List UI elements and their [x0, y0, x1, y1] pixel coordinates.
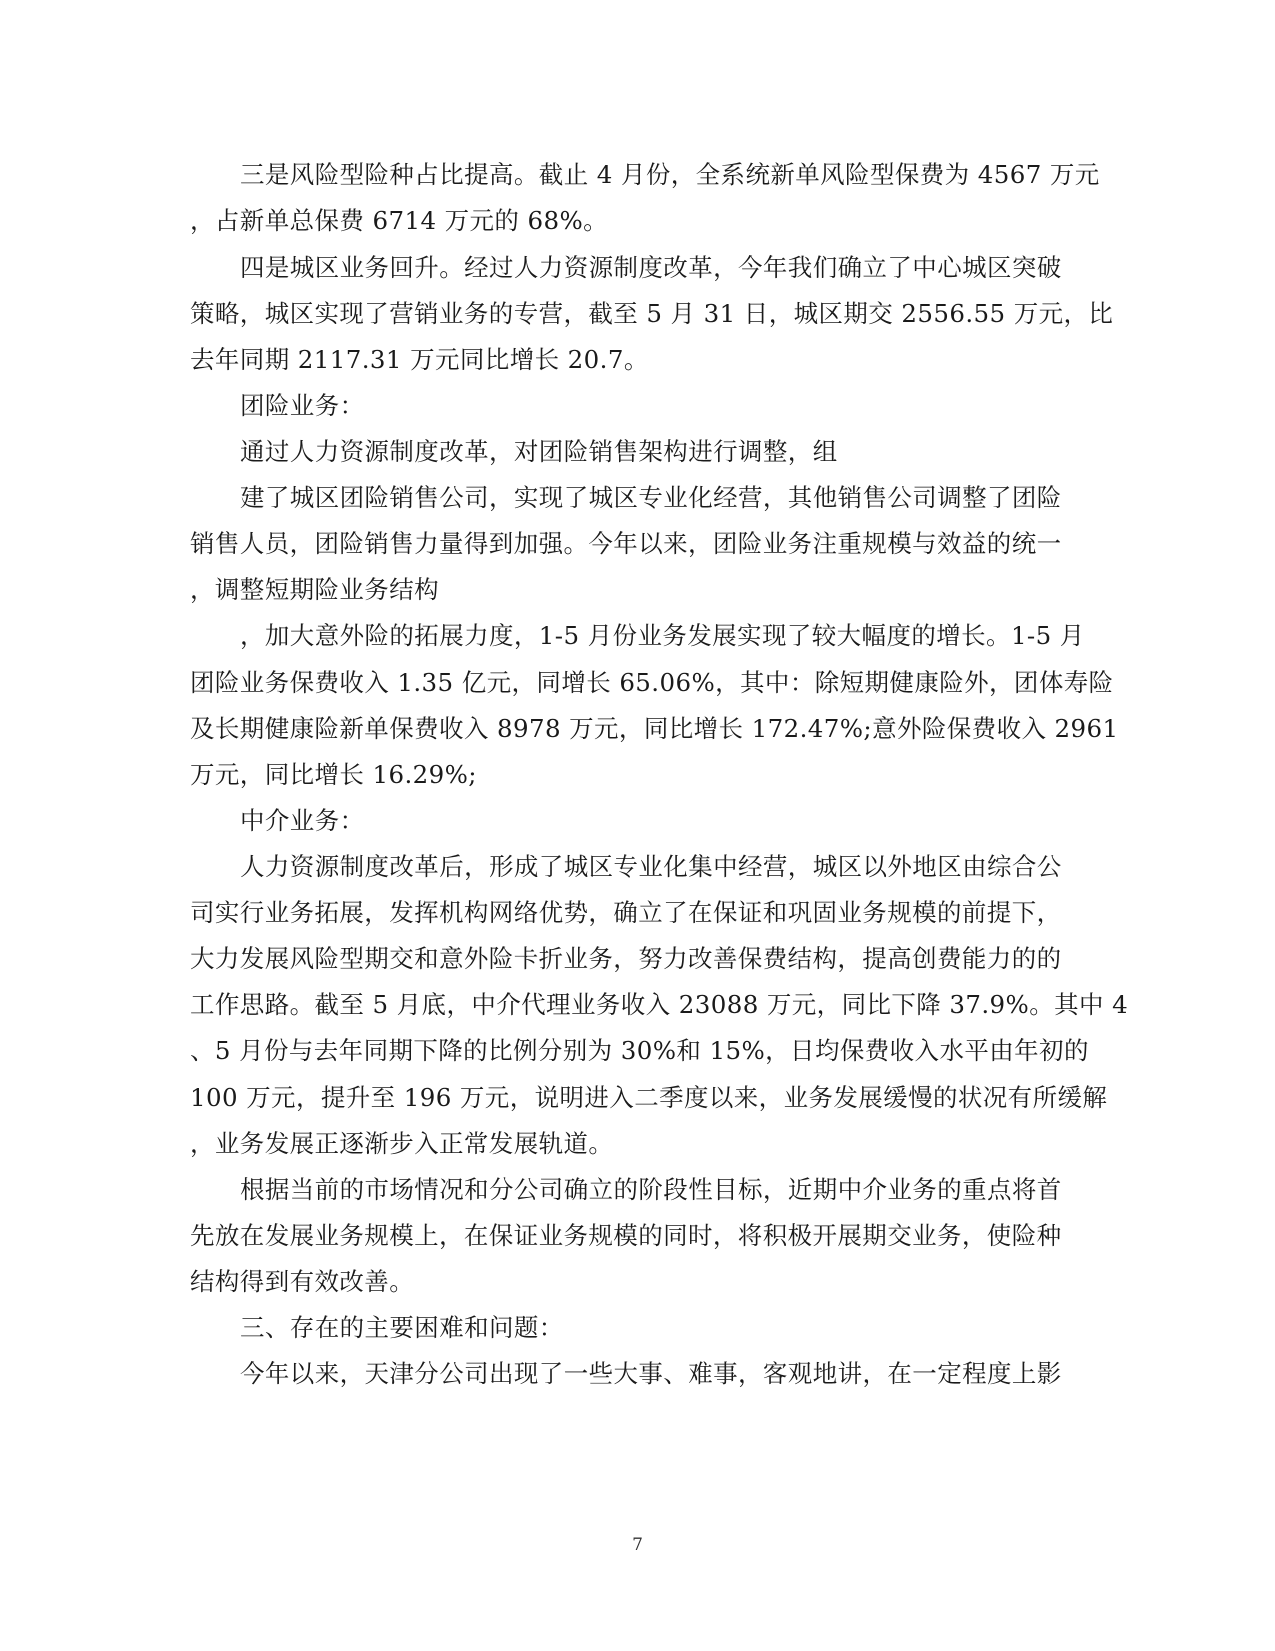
text-line: ，占新单总保费 6714 万元的 68%。 [190, 206, 609, 235]
text-line: 100 万元，提升至 196 万元，说明进入二季度以来，业务发展缓慢的状况有所缓解 [190, 1083, 1108, 1112]
text-line: 建了城区团险销售公司，实现了城区专业化经营，其他销售公司调整了团险 [240, 483, 1062, 512]
text-line: 、5 月份与去年同期下降的比例分别为 30%和 15%，日均保费收入水平由年初的 [190, 1036, 1089, 1065]
text-line: 四是城区业务回升。经过人力资源制度改革，今年我们确立了中心城区突破 [240, 253, 1062, 282]
text-line: 团险业务保费收入 1.35 亿元，同增长 65.06%，其中：除短期健康险外，团体寿险 [190, 668, 1114, 697]
section-heading-group-insurance: 团险业务： [240, 391, 365, 420]
text-line: 万元，同比增长 16.29%; [190, 760, 477, 789]
text-line: 先放在发展业务规模上，在保证业务规模的同时，将积极开展期交业务，使险种 [190, 1221, 1062, 1250]
text-line: ，加大意外险的拓展力度，1-5 月份业务发展实现了较大幅度的增长。1-5 月 [240, 621, 1085, 650]
text-line: ，业务发展正逐渐步入正常发展轨道。 [190, 1129, 614, 1158]
text-line: 去年同期 2117.31 万元同比增长 20.7。 [190, 345, 649, 374]
text-line: ，调整短期险业务结构 [190, 575, 439, 604]
text-line: 司实行业务拓展，发挥机构网络优势，确立了在保证和巩固业务规模的前提下， [190, 898, 1062, 927]
page-number: 7 [632, 1535, 643, 1555]
text-line: 今年以来，天津分公司出现了一些大事、难事，客观地讲，在一定程度上影 [240, 1359, 1062, 1388]
text-line: 工作思路。截至 5 月底，中介代理业务收入 23088 万元，同比下降 37.9%。其中 4 [190, 990, 1129, 1019]
text-line: 根据当前的市场情况和分公司确立的阶段性目标，近期中介业务的重点将首 [240, 1175, 1062, 1204]
text-line: 结构得到有效改善。 [190, 1267, 415, 1296]
text-line: 大力发展风险型期交和意外险卡折业务，努力改善保费结构，提高创费能力的的 [190, 944, 1062, 973]
text-line: 三是风险型险种占比提高。截止 4 月份，全系统新单风险型保费为 4567 万元 [240, 160, 1100, 189]
text-line: 及长期健康险新单保费收入 8978 万元，同比增长 172.47%;意外险保费收入 2961 [190, 714, 1119, 743]
text-line: 销售人员，团险销售力量得到加强。今年以来，团险业务注重规模与效益的统一 [190, 529, 1062, 558]
text-line: 策略，城区实现了营销业务的专营，截至 5 月 31 日，城区期交 2556.55 万元，比 [190, 299, 1114, 328]
section-heading-intermediary: 中介业务： [240, 806, 365, 835]
text-line: 人力资源制度改革后，形成了城区专业化集中经营，城区以外地区由综合公 [240, 852, 1062, 881]
section-heading-problems: 三、存在的主要困难和问题： [240, 1313, 564, 1342]
text-line: 通过人力资源制度改革，对团险销售架构进行调整，组 [240, 437, 838, 466]
